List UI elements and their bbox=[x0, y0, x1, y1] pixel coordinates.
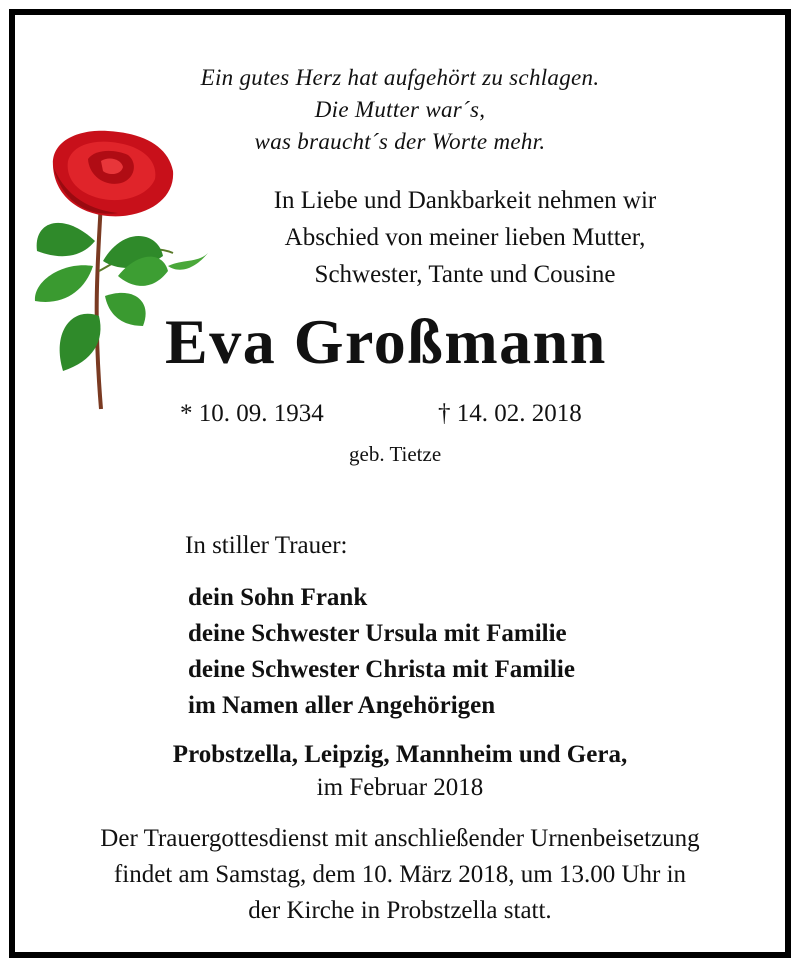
service-line: Der Trauergottesdienst mit anschließender Urnenbeisetzung bbox=[100, 825, 700, 852]
places-locations: Probstzella, Leipzig, Mannheim und Gera, bbox=[172, 741, 628, 768]
intro-line: In Liebe und Dankbarkeit nehmen wir bbox=[273, 187, 657, 214]
maiden-name: geb. Tietze bbox=[349, 442, 442, 466]
poem bbox=[15, 62, 785, 158]
mourner-item: dein Sohn Frank bbox=[188, 584, 368, 611]
poem-line: Ein gutes Herz hat aufgehört zu schlagen. bbox=[200, 65, 600, 90]
mourner-item: deine Schwester Christa mit Familie bbox=[188, 656, 575, 683]
places-block bbox=[15, 738, 785, 804]
service-info bbox=[15, 821, 785, 929]
intro-text bbox=[145, 182, 785, 293]
intro-line: Schwester, Tante und Cousine bbox=[314, 261, 616, 288]
service-line: der Kirche in Probstzella statt. bbox=[248, 897, 552, 924]
poem-line: Die Mutter war´s, bbox=[314, 97, 486, 122]
poem-line: was braucht´s der Worte mehr. bbox=[254, 129, 546, 154]
mourner-item: deine Schwester Ursula mit Familie bbox=[188, 620, 567, 647]
birth-date: * 10. 09. 1934 bbox=[180, 400, 324, 427]
death-date: † 14. 02. 2018 bbox=[438, 400, 582, 427]
mourning-label: In stiller Trauer: bbox=[185, 532, 348, 559]
deceased-name: Eva Großmann bbox=[165, 306, 607, 377]
intro-line: Abschied von meiner lieben Mutter, bbox=[284, 224, 646, 251]
places-date: im Februar 2018 bbox=[316, 774, 484, 801]
mourner-item: im Namen aller Angehörigen bbox=[188, 692, 496, 719]
mourners-list bbox=[188, 580, 575, 724]
service-line: findet am Samstag, dem 10. März 2018, um 13.00 Uhr in bbox=[113, 861, 687, 888]
obituary-card bbox=[9, 9, 791, 958]
